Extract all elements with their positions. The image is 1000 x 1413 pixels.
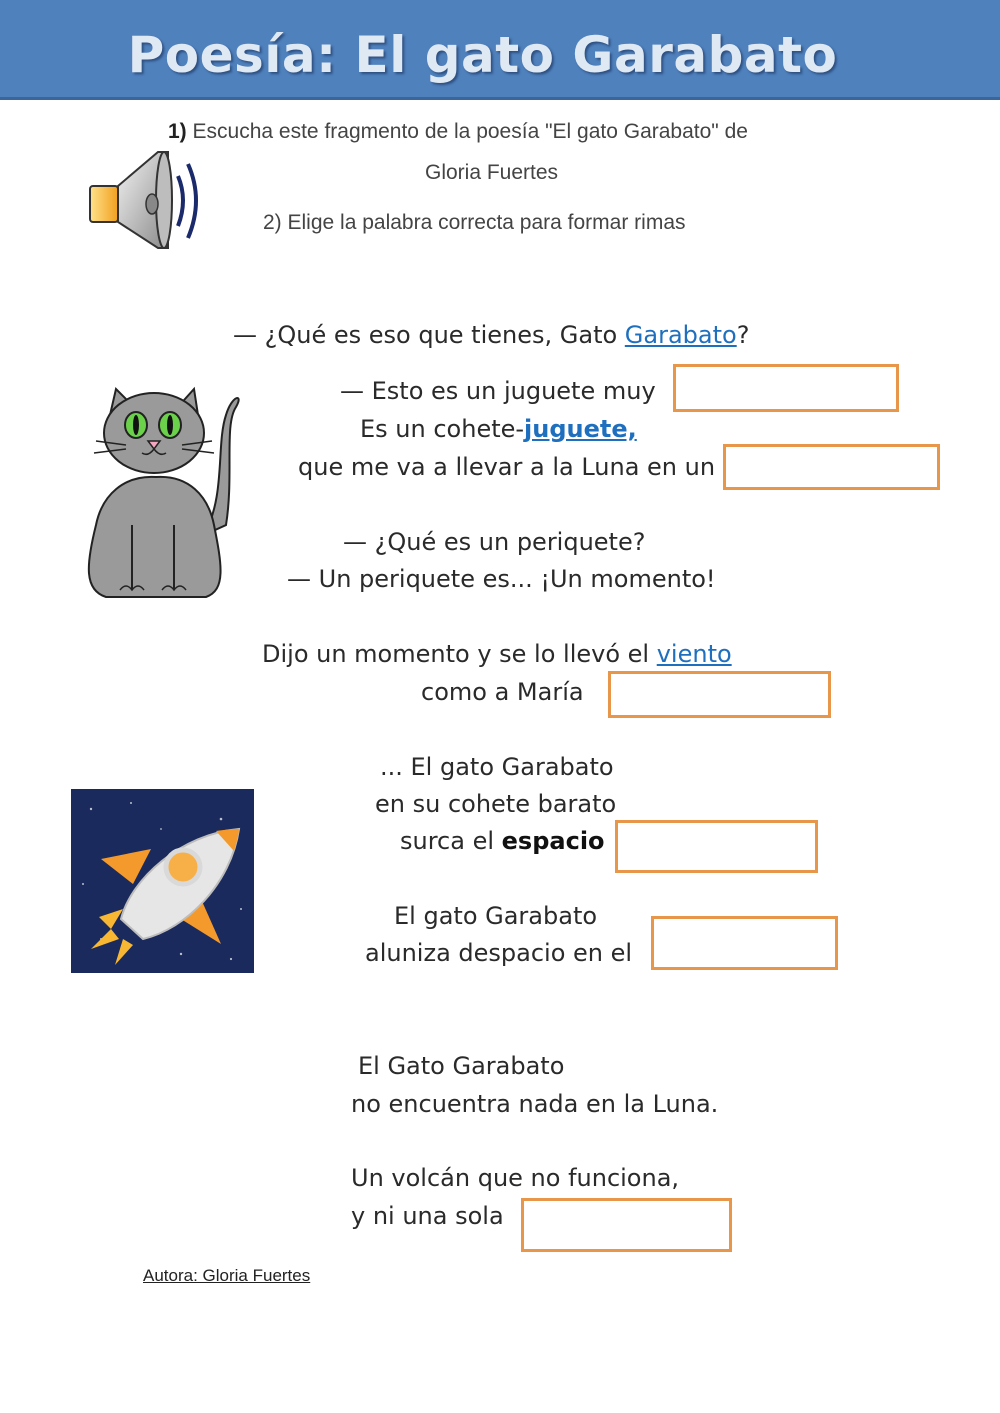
poem-line-3 bbox=[360, 415, 637, 443]
juguete-link[interactable]: juguete, bbox=[524, 415, 637, 443]
poem-line-1-end: ? bbox=[736, 321, 750, 349]
author-credit: Autora: Gloria Fuertes bbox=[143, 1266, 311, 1285]
espacio-word: espacio bbox=[501, 827, 605, 855]
poem-line-7-text: Dijo un momento y se lo llevó el bbox=[262, 640, 657, 668]
poem-line-9: ... El gato Garabato bbox=[380, 753, 614, 781]
answer-blank-3[interactable] bbox=[608, 671, 831, 718]
page-title: Poesía: El gato Garabato bbox=[127, 26, 838, 84]
answer-blank-5[interactable] bbox=[651, 916, 838, 970]
header-bar bbox=[0, 0, 1000, 100]
speaker-icon[interactable] bbox=[86, 146, 210, 254]
answer-blank-2[interactable] bbox=[723, 444, 940, 490]
poem-line-14: El Gato Garabato bbox=[358, 1052, 565, 1080]
poem-line-7 bbox=[262, 640, 732, 668]
poem-line-2: — Esto es un juguete muy bbox=[340, 377, 656, 405]
answer-blank-6[interactable] bbox=[521, 1198, 732, 1252]
step1-text: Escucha este fragmento de la poesía "El gato Garabato" de bbox=[192, 120, 748, 143]
poem-line-1 bbox=[233, 321, 749, 349]
step1-number: 1) bbox=[168, 120, 187, 143]
poem-line-11 bbox=[400, 827, 605, 855]
poem-line-17: y ni una sola bbox=[351, 1202, 504, 1230]
poem-line-6: — Un periquete es... ¡Un momento! bbox=[287, 565, 716, 593]
poem-line-3-text: Es un cohete- bbox=[360, 415, 525, 443]
garabato-link[interactable]: Garabato bbox=[624, 321, 737, 349]
poem-line-10: en su cohete barato bbox=[375, 790, 617, 818]
poem-line-5: — ¿Qué es un periquete? bbox=[343, 528, 646, 556]
poem-line-15: no encuentra nada en la Luna. bbox=[351, 1090, 719, 1118]
instruction-step1-author: Gloria Fuertes bbox=[425, 161, 559, 184]
instruction-step2: 2) Elige la palabra correcta para formar rimas bbox=[263, 211, 686, 234]
poem-line-1-text: — ¿Qué es eso que tienes, Gato bbox=[233, 321, 625, 349]
poem-line-16: Un volcán que no funciona, bbox=[351, 1164, 680, 1192]
poem-line-13: aluniza despacio en el bbox=[365, 939, 633, 967]
viento-link[interactable]: viento bbox=[656, 640, 732, 668]
poem-line-11-text: surca el bbox=[400, 827, 502, 855]
poem-line-4: que me va a llevar a la Luna en un bbox=[298, 453, 716, 481]
poem-line-8: como a María bbox=[421, 678, 584, 706]
poem-line-12: El gato Garabato bbox=[394, 902, 598, 930]
cat-illustration bbox=[76, 385, 244, 605]
answer-blank-4[interactable] bbox=[615, 820, 818, 873]
rocket-illustration bbox=[71, 789, 254, 973]
instruction-step1 bbox=[168, 120, 748, 144]
answer-blank-1[interactable] bbox=[673, 364, 899, 412]
